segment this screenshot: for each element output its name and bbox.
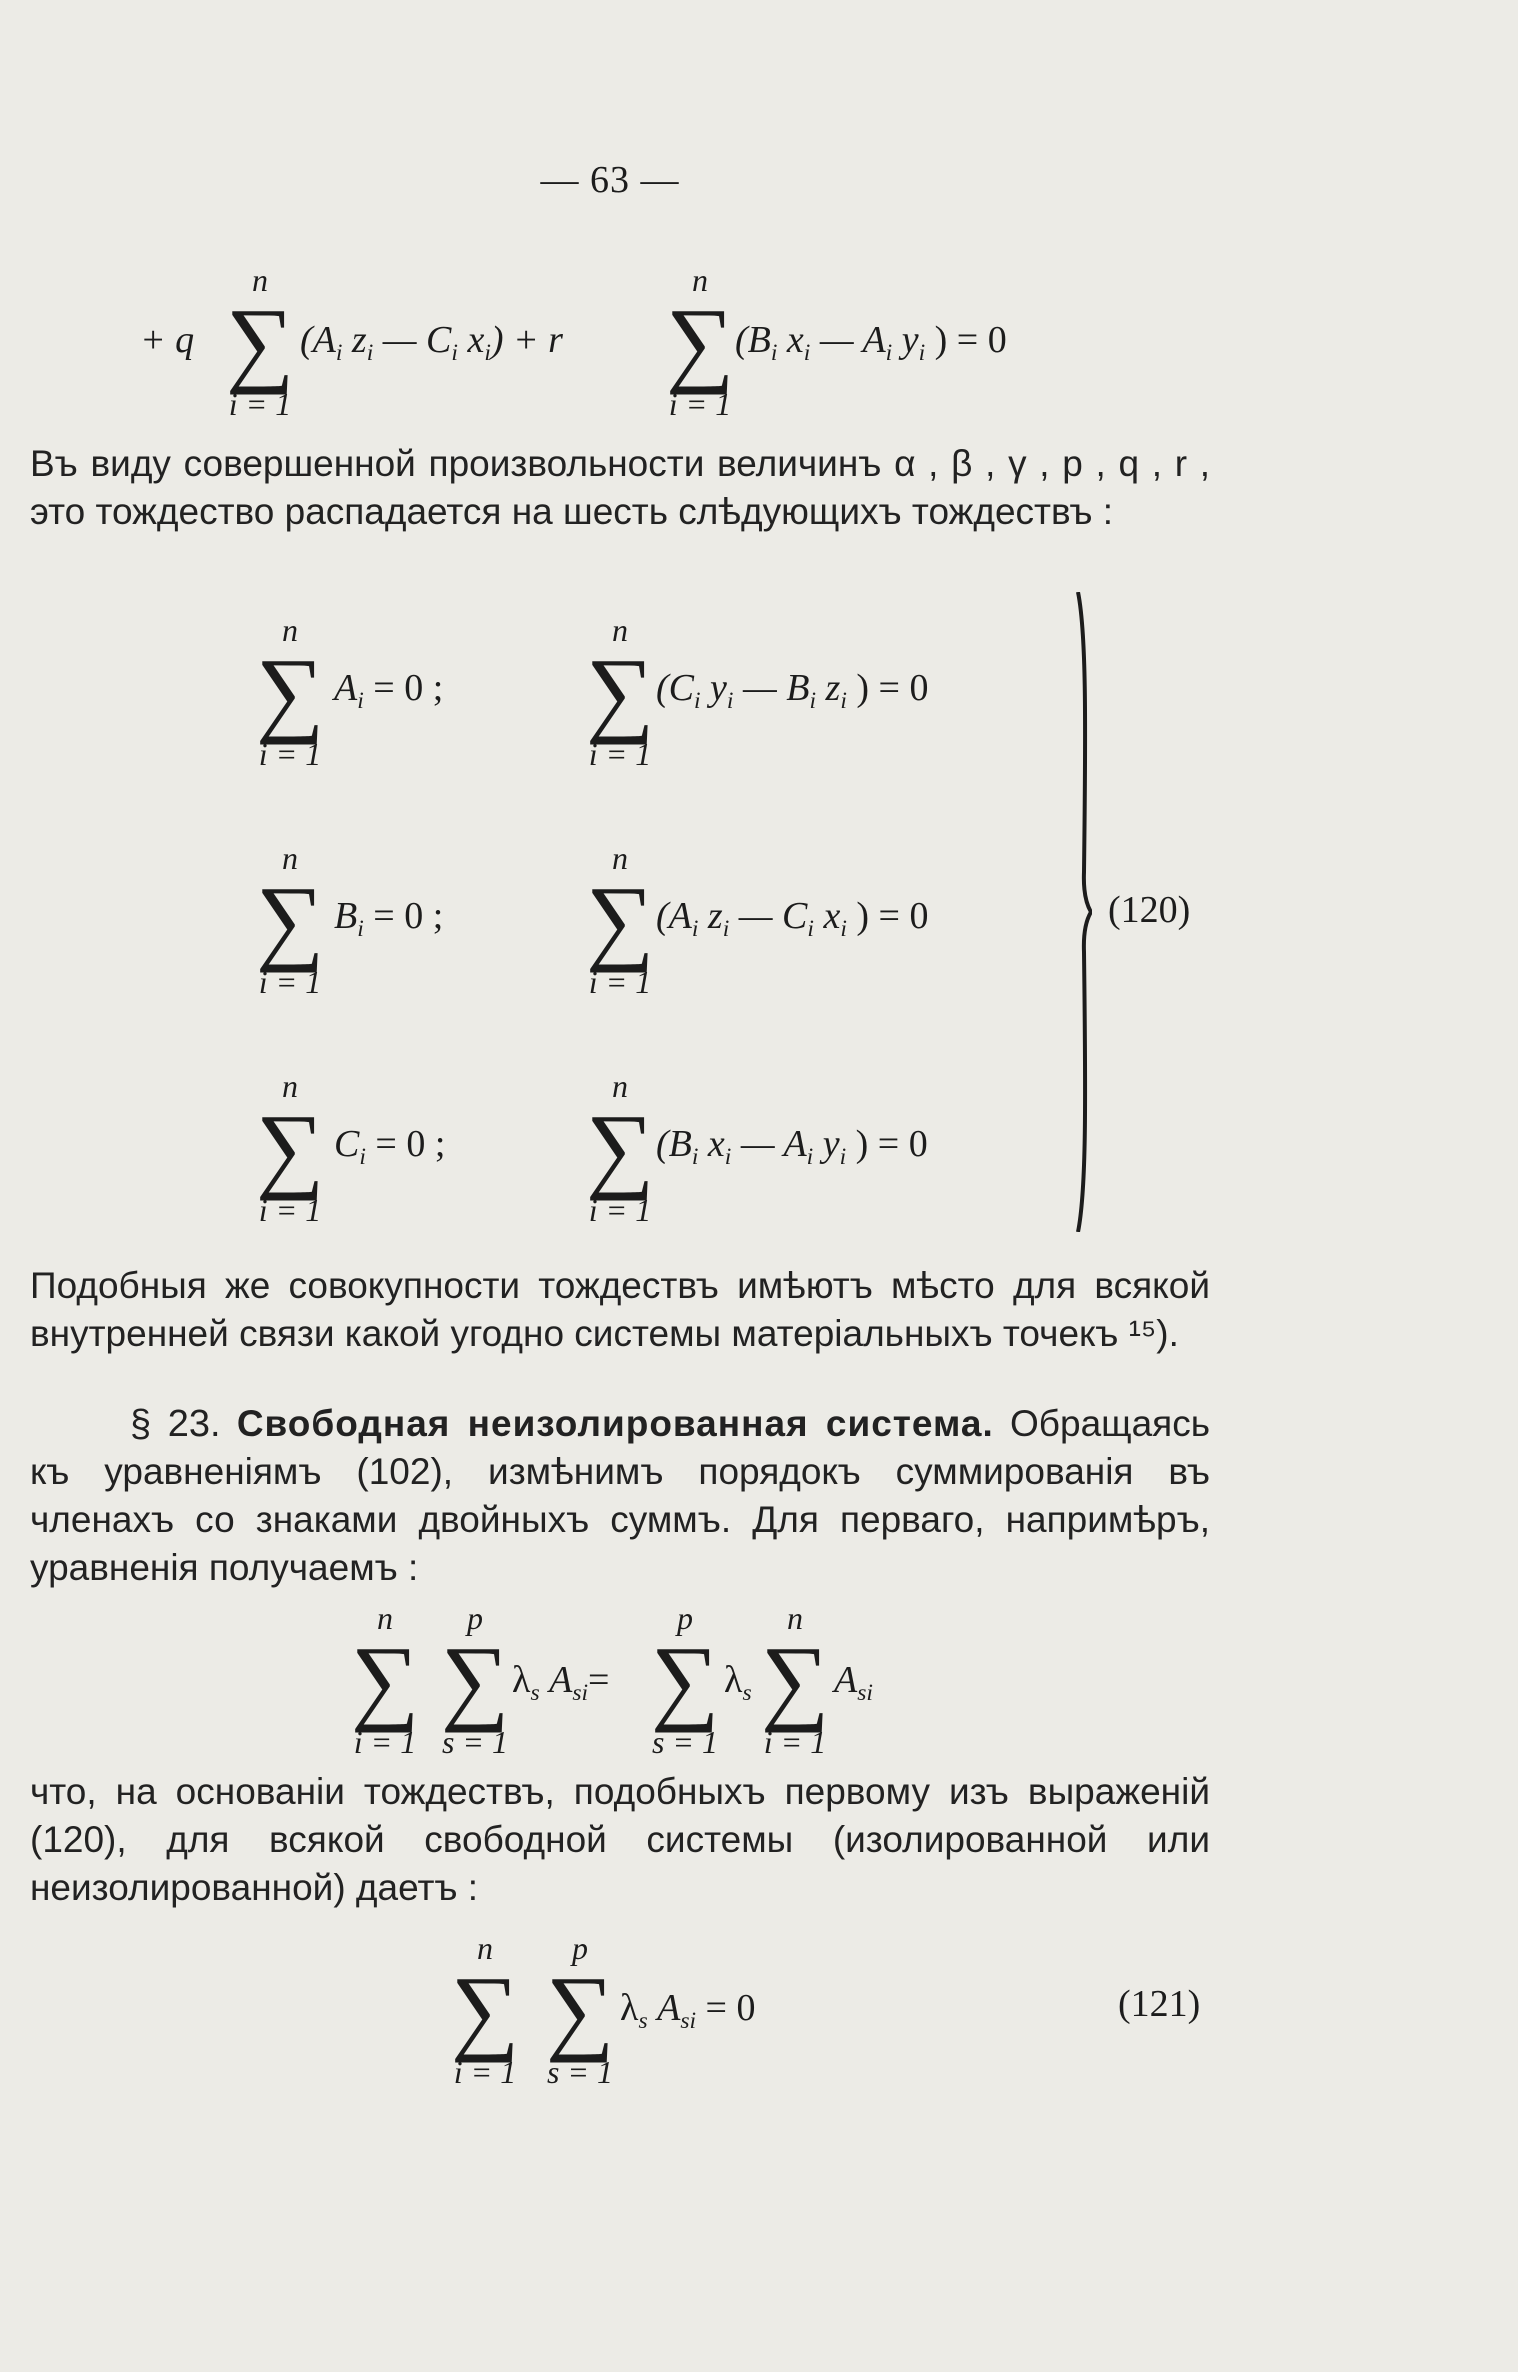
eq-top-body-1: ($A_i$ $z_i$ — $C_i$ $x_i) + r$ (300, 319, 563, 367)
eq121-term: $\lambda_s$ $A_{si} = 0$ (620, 1987, 756, 2035)
equation-label-121: (121) (1118, 1983, 1201, 2025)
page-number: — 63 — (540, 159, 680, 201)
swap-sum-4: n ∑ i = 1 (760, 1600, 830, 1760)
system-row3-sum-right: n ∑ i = 1 (585, 1068, 655, 1228)
swap-sum-3: p ∑ s = 1 (650, 1600, 720, 1760)
section-text: Обращаясь къ уравненіямъ (102), измѣнимъ порядокъ суммированія въ членахъ со знаками двойныхъ суммъ. Для перваго, напримѣръ, уравненія получаемъ : (30, 1403, 1210, 1588)
section-title: Свободная неизолированная система. (236, 1403, 994, 1444)
eq121-sum-2: p ∑ s = 1 (545, 1930, 615, 2090)
system-row1-sum-right: n ∑ i = 1 (585, 612, 655, 772)
swap-sum-2: p ∑ s = 1 (440, 1600, 510, 1760)
system-row3-left: $C_i = 0$ ; (334, 1123, 446, 1171)
eq-top-prefix: + q (140, 319, 195, 361)
system-row2-sum-right: n ∑ i = 1 (585, 840, 655, 1000)
eq-top-body-2: ($B_i$ $x_i$ — $A_i$ $y_i$ ) = 0 (735, 319, 1007, 367)
paragraph-2: Подобныя же совокупности тождествъ имѣютъ мѣсто для всякой внутренней связи какой угодно системы матеріальныхъ точекъ ¹⁵). (30, 1265, 1210, 1354)
system-row2-left: $B_i = 0$ ; (334, 895, 444, 943)
eq121-sum-1: n ∑ i = 1 (450, 1930, 520, 2090)
section-number: § 23. (130, 1403, 221, 1445)
system-row1-right: ($C_i$ $y_i$ — $B_i$ $z_i$ ) = 0 (656, 667, 929, 715)
right-curly-brace (1076, 592, 1092, 1232)
sum-sign-1: n ∑ i = 1 (225, 262, 295, 422)
paragraph-section-23 (30, 1400, 1210, 1592)
paragraph-4: что, на основаніи тождествъ, подобныхъ первому изъ выраженій (120), для всякой свободной системы (изолированной или неизолированной) даетъ : (30, 1771, 1210, 1908)
swap-sum-1: n ∑ i = 1 (350, 1600, 420, 1760)
system-row1-left: $A_i = 0$ ; (334, 667, 444, 715)
sum-sign-2: n ∑ i = 1 (665, 262, 735, 422)
swap-right-term: $A_{si}$ (834, 1659, 873, 1707)
paragraph-1: Въ виду совершенной произвольности величинъ α , β , γ , p , q , r , это тождество распадается на шесть слѣдующихъ тождествъ : (30, 443, 1210, 532)
system-row2-right: ($A_i$ $z_i$ — $C_i$ $x_i$ ) = 0 (656, 895, 929, 943)
system-row2-sum-left: n ∑ i = 1 (255, 840, 325, 1000)
swap-lambda: $\lambda_s$ (724, 1659, 752, 1707)
system-row3-sum-left: n ∑ i = 1 (255, 1068, 325, 1228)
system-row1-sum-left: n ∑ i = 1 (255, 612, 325, 772)
system-row3-right: ($B_i$ $x_i$ — $A_i$ $y_i$ ) = 0 (656, 1123, 928, 1171)
equation-label-120: (120) (1108, 889, 1191, 931)
swap-left-term: $\lambda_s$ $A_{si}=$ (512, 1659, 610, 1707)
